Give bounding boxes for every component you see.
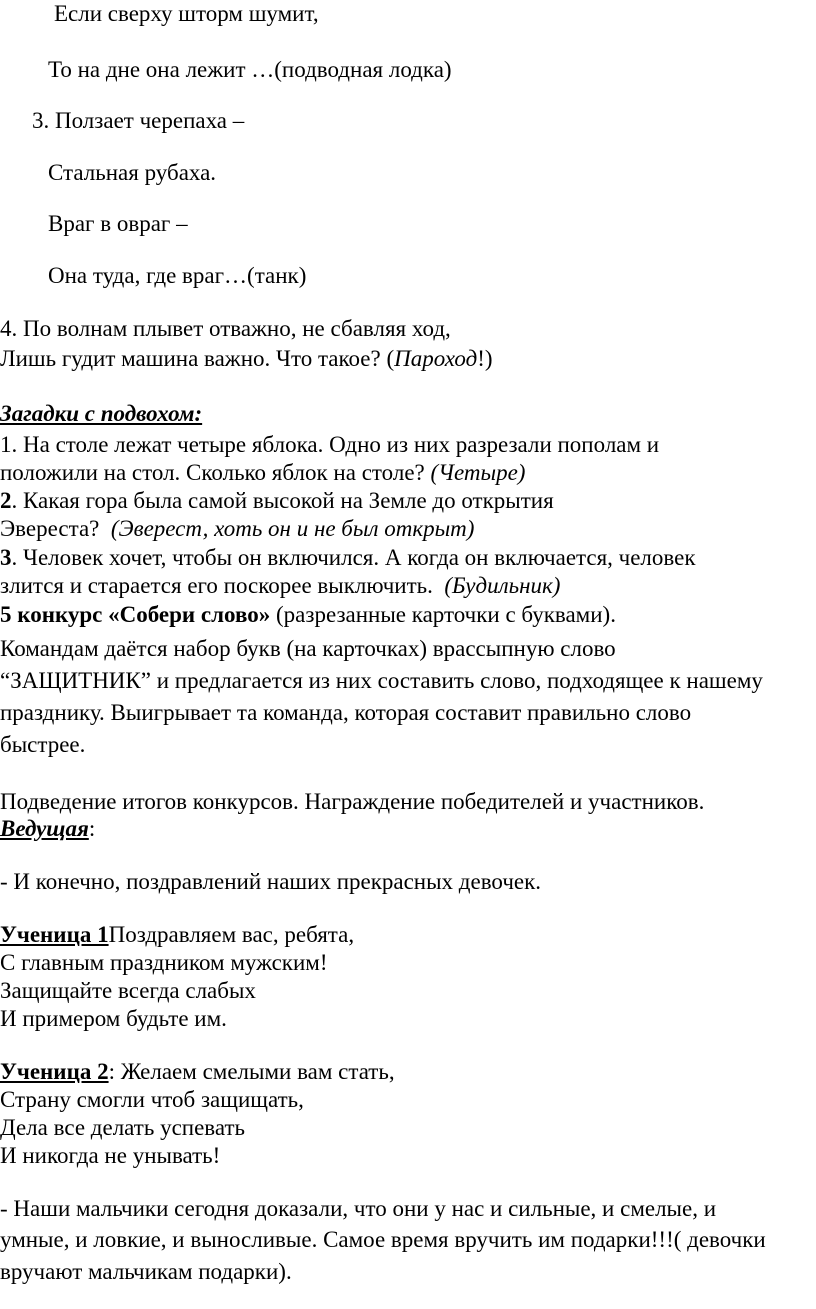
riddle3-line3: Враг в овраг – [48, 211, 188, 236]
riddle3-line2: Стальная рубаха. [48, 160, 217, 185]
closing-line3: вручают мальчикам подарки). [0, 1259, 292, 1284]
trick-q2-line1: 2. Какая гора была самой высокой на Земле до открытия [0, 488, 554, 513]
student2-label: Ученица 2 [0, 1059, 109, 1084]
contest5-line4: быстрее. [0, 732, 86, 757]
riddle4-answer: Пароход [394, 346, 478, 371]
host-label: Ведущая [0, 816, 89, 841]
trick-q3-line1: 3. Человек хочет, чтобы он включился. А когда он включается, человек [0, 545, 696, 570]
trick-q2-number: 2 [0, 488, 12, 513]
contest5-title-rest: (разрезанные карточки с буквами). [270, 602, 616, 627]
riddle2-line2: То на дне она лежит …(подводная лодка) [48, 57, 452, 82]
riddle3-line1: 3. Ползает черепаха – [32, 108, 245, 133]
contest5-title-line [0, 601, 616, 629]
student1-line3: Защищайте всегда слабых [0, 978, 256, 1003]
closing-line2: умные, и ловкие, и выносливые. Самое время вручить им подарки!!!( девочки [0, 1227, 766, 1252]
contest5-line2: “ЗАЩИТНИК” и предлагается из них составить слово, подходящее к нашему [0, 668, 763, 693]
closing-line1: - Наши мальчики сегодня доказали, что они у нас и сильные, и смелые, и [0, 1196, 717, 1221]
riddle4-line2-end: !) [477, 346, 493, 371]
riddle4-line2-text: Лишь гудит машина важно. Что такое? ( [0, 346, 395, 371]
trick-q3-answer: (Будильник) [444, 573, 561, 598]
student2-line3: Дела все делать успевать [0, 1115, 246, 1140]
trick-riddles-heading: Загадки с подвохом: [0, 401, 203, 426]
trick-q2-line2: Эвереста? (Эверест, хоть он и не был открыт) [0, 516, 475, 541]
trick-q1-line1: 1. На столе лежат четыре яблока. Одно из них разрезали пополам и [0, 432, 660, 457]
student1-line2: С главным праздником мужским! [0, 950, 328, 975]
student2-line4: И никогда не унывать! [0, 1143, 221, 1168]
student1-label: Ученица 1 [0, 922, 109, 947]
trick-q3-number: 3 [0, 545, 12, 570]
riddle4-line2 [0, 345, 493, 373]
student1-line4: И примером будьте им. [0, 1006, 227, 1031]
student2-line1: Ученица 2: Желаем смелыми вам стать, [0, 1059, 395, 1084]
host-speech: - И конечно, поздравлений наших прекрасных девочек. [0, 869, 542, 894]
riddle2-line1: Если сверху шторм шумит, [54, 1, 319, 26]
contest5-title: 5 конкурс «Собери слово» [0, 602, 271, 627]
student2-line2: Страну смогли чтоб защищать, [0, 1087, 304, 1112]
riddle3-line4: Она туда, где враг…(танк) [48, 263, 307, 288]
trick-q1-line2: положили на стол. Сколько яблок на столе? (Четыре) [0, 460, 526, 485]
trick-q3-line2: злится и старается его поскорее выключить. (Будильник) [0, 573, 561, 598]
trick-q2-answer: (Эверест, хоть он и не был открыт) [110, 516, 475, 541]
host-label-line: Ведущая: [0, 816, 96, 841]
contest5-line1: Командам даётся набор букв (на карточках) врассыпную слово [0, 636, 616, 661]
results-line1: Подведение итогов конкурсов. Награждение победителей и участников. [0, 789, 705, 814]
trick-q1-answer: (Четыре) [430, 460, 526, 485]
student1-line1: Ученица 1Поздравляем вас, ребята, [0, 922, 355, 947]
contest5-line3: празднику. Выигрывает та команда, которая составит правильно слово [0, 700, 692, 725]
riddle4-line1: 4. По волнам плывет отважно, не сбавляя ход, [0, 316, 451, 341]
